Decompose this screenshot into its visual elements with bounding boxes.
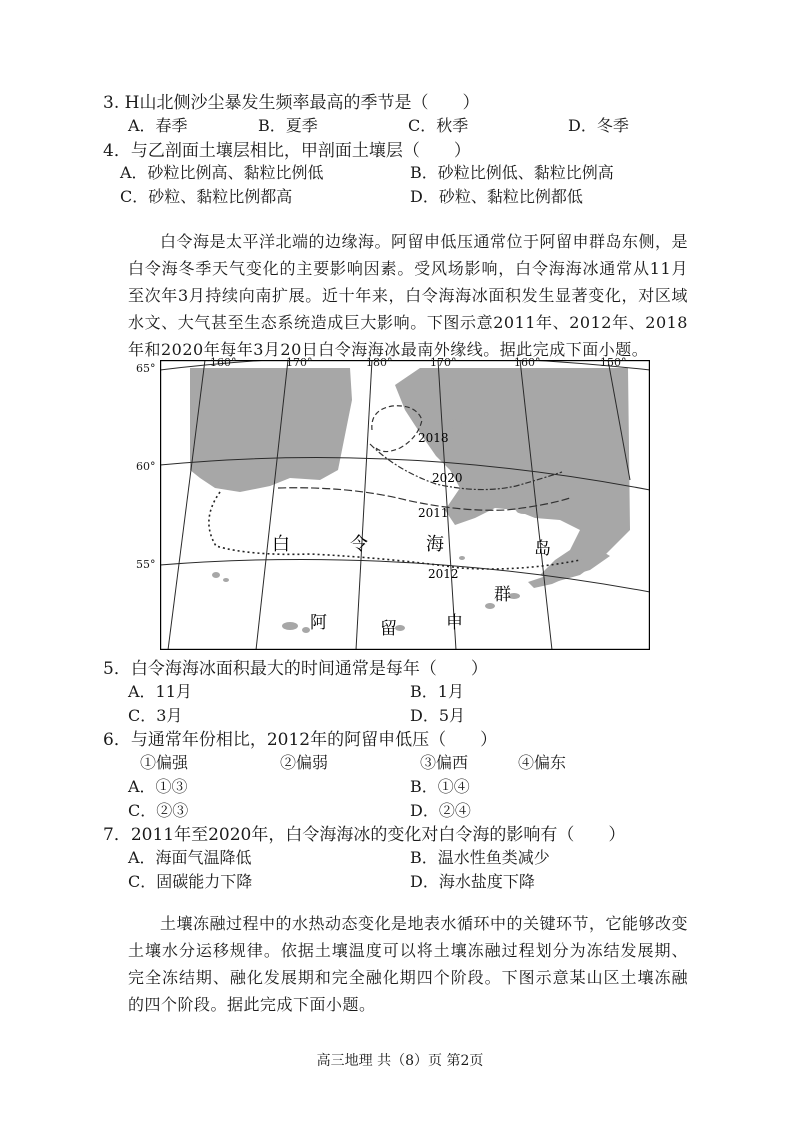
page-footer: 高三地理 共（8）页 第2页 — [316, 1053, 484, 1069]
lat-label-55: 55° — [136, 558, 156, 571]
sea-label-hai: 海 — [426, 534, 444, 555]
question-7-stem: 7．2011年至2020年，白令海海冰的变化对白令海的影响有（ ） — [103, 825, 626, 845]
question-3-option-b: B．夏季 — [258, 116, 318, 135]
question-6-item-4: ④偏东 — [518, 753, 567, 772]
bering-sea-passage — [128, 228, 688, 363]
question-7-option-c: C．固碳能力下降 — [128, 872, 253, 891]
island-label-shen: 申 — [446, 613, 463, 633]
commander-island-2 — [223, 578, 229, 582]
question-3-option-a: A．春季 — [128, 116, 188, 135]
lon-label-160w-left: 160° — [210, 356, 237, 369]
question-7-option-a: A．海面气温降低 — [128, 848, 252, 867]
question-6-option-d: D．②④ — [410, 801, 471, 820]
question-5-option-a: A．11月 — [128, 682, 192, 701]
question-5-stem: 5．白令海海冰面积最大的时间通常是每年（ ） — [103, 659, 488, 679]
lon-label-170-right: 170° — [430, 356, 457, 369]
bering-sea-ice-map — [136, 356, 650, 650]
question-3-option-c: C．秋季 — [408, 116, 469, 135]
island-label-liu: 留 — [380, 619, 397, 639]
question-6-item-2: ②偏弱 — [280, 753, 329, 772]
question-6-option-a: A．①③ — [128, 777, 188, 796]
question-3-option-d: D．冬季 — [568, 116, 629, 135]
question-7-option-b: B．温水性鱼类减少 — [410, 848, 550, 867]
soil-freeze-thaw-passage — [128, 910, 688, 1018]
lon-label-160-right: 160° — [514, 356, 541, 369]
question-4-option-a: A．砂粒比例高、黏粒比例低 — [120, 163, 324, 182]
soil-freeze-thaw-passage-text: 土壤冻融过程中的水热动态变化是地表水循环中的关键环节，它能够改变土壤水分运移规律。依据土壤温度可以将土壤冻融过程划分为冻结发展期、完全冻结期、融化发展期和完全融化期四个阶段。下图示意某山区土壤冻融的四个阶段。据此完成下面小题。 — [128, 914, 689, 1014]
question-6-item-1: ①偏强 — [140, 753, 189, 772]
question-5-option-c: C．3月 — [128, 706, 183, 725]
island-label-a: 阿 — [310, 613, 327, 633]
lon-label-170-left: 170° — [286, 356, 313, 369]
question-6-stem: 6．与通常年份相比，2012年的阿留申低压（ ） — [103, 730, 498, 750]
lat-label-60: 60° — [136, 460, 156, 473]
question-4-option-c: C．砂粒、黏粒比例都高 — [120, 187, 293, 206]
commander-island-1 — [212, 572, 220, 578]
question-4-stem: 4．与乙剖面土壤层相比，甲剖面土壤层（ ） — [103, 141, 471, 161]
asia-landmass — [190, 368, 352, 492]
sea-label-bai: 白 — [272, 534, 290, 555]
question-3-stem: 3. H山北侧沙尘暴发生频率最高的季节是（ ） — [103, 93, 480, 113]
pribilof-island — [459, 556, 465, 560]
question-5-option-b: B．1月 — [410, 682, 464, 701]
question-7-option-d: D．海水盐度下降 — [410, 872, 535, 891]
aleutian-island-2 — [302, 627, 310, 633]
label-2011: 2011 — [418, 506, 449, 520]
map-svg — [160, 360, 650, 650]
island-label-dao: 岛 — [534, 539, 551, 559]
lon-label-180: 180° — [366, 356, 393, 369]
aleutian-island-1 — [282, 622, 298, 630]
bering-sea-passage-text: 白令海是太平洋北端的边缘海。阿留申低压通常位于阿留申群岛东侧，是白令海冬季天气变化的主要影响因素。受风场影响，白令海海冰通常从11月至次年3月持续向南扩展。近十年来，白令海海冰面积发生显著变化，对区域水文、大气甚至生态系统造成巨大影响。下图示意2011年、2012年、2018年和2020年每年3月20日白令海海冰最南外缘线。据此完成下面小题。 — [128, 232, 689, 359]
question-6-option-c: C．②③ — [128, 801, 189, 820]
lat-label-65: 65° — [136, 362, 156, 375]
label-2020: 2020 — [432, 471, 463, 485]
lon-label-150: 150° — [600, 356, 627, 369]
question-6-item-3: ③偏西 — [420, 753, 469, 772]
island-label-qun: 群 — [494, 585, 511, 605]
sea-label-ling: 令 — [350, 534, 368, 555]
question-4-option-b: B．砂粒比例低、黏粒比例高 — [410, 163, 614, 182]
question-4-option-d: D．砂粒、黏粒比例都低 — [410, 187, 583, 206]
question-6-option-b: B．①④ — [410, 777, 470, 796]
label-2012: 2012 — [428, 567, 459, 581]
label-2018: 2018 — [418, 431, 449, 445]
question-5-option-d: D．5月 — [410, 706, 466, 725]
